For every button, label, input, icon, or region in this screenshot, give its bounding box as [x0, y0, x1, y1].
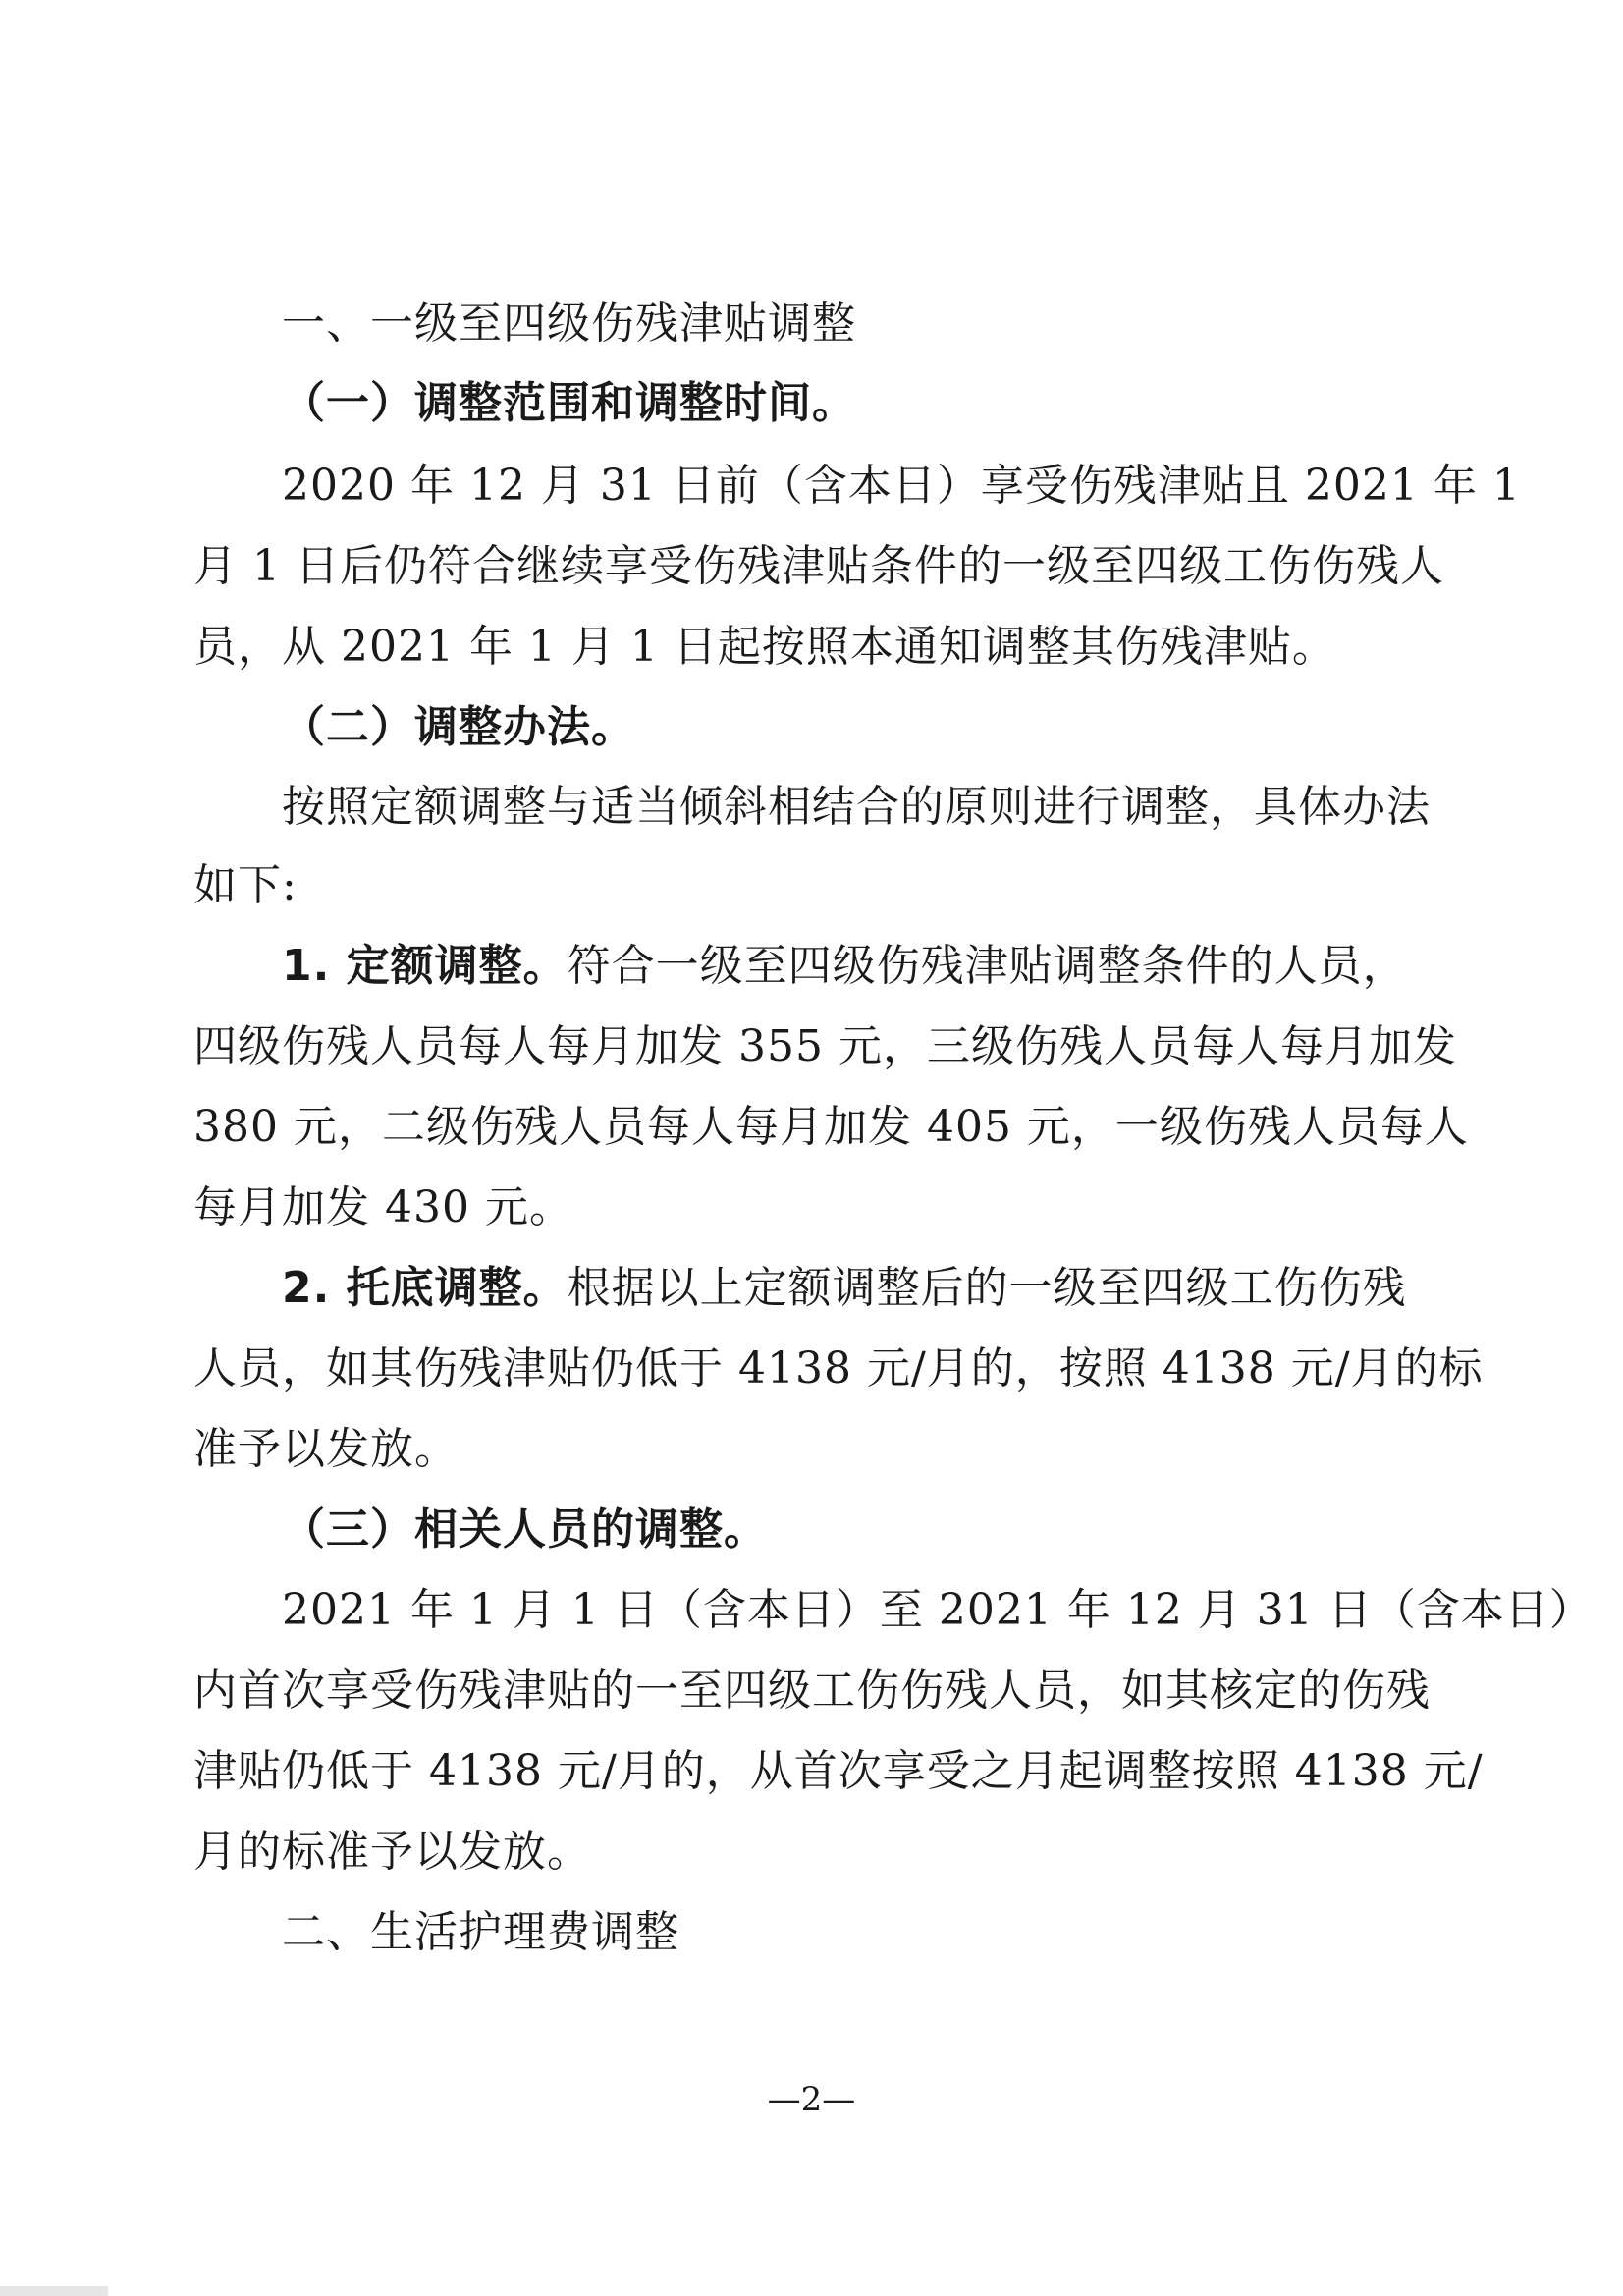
paragraph-line: 津贴仍低于 4138 元/月的，从首次享受之月起调整按照 4138 元/: [193, 1746, 1484, 1796]
subsection-1-title: （一）调整范围和调整时间。: [282, 378, 856, 428]
paragraph-line: 内首次享受伤残津贴的一至四级工伤伤残人员，如其核定的伤残: [193, 1666, 1431, 1716]
subsection-2-title: （二）调整办法。: [282, 702, 635, 752]
paragraph-line: 人员，如其伤残津贴仍低于 4138 元/月的，按照 4138 元/月的标: [193, 1343, 1484, 1394]
paragraph-line: 2021 年 1 月 1 日（含本日）至 2021 年 12 月 31 日（含本日）: [282, 1585, 1594, 1635]
paragraph-line: 每月加发 430 元。: [193, 1182, 573, 1232]
paragraph-line: 380 元，二级伤残人员每人每月加发 405 元，一级伤残人员每人: [193, 1102, 1469, 1152]
paragraph-line: 符合一级至四级伤残津贴调整条件的人员，: [567, 941, 1407, 991]
section-2-title: 二、生活护理费调整: [282, 1907, 679, 1957]
item-2-label: 2. 托底调整。: [282, 1263, 568, 1313]
paragraph-line: 员，从 2021 年 1 月 1 日起按照本通知调整其伤残津贴。: [193, 622, 1336, 672]
item-1-label: 1. 定额调整。: [282, 941, 568, 991]
paragraph-line: 2020 年 12 月 31 日前（含本日）享受伤残津贴且 2021 年 1: [282, 461, 1521, 511]
paragraph-line: 四级伤残人员每人每月加发 355 元，三级伤残人员每人每月加发: [193, 1021, 1457, 1071]
item-2-first-line: [282, 1263, 1407, 1313]
paragraph-line: 按照定额调整与适当倾斜相结合的原则进行调整，具体办法: [282, 782, 1431, 832]
item-1-first-line: [282, 941, 1407, 991]
paragraph-line: 准予以发放。: [193, 1424, 459, 1474]
subsection-3-title: （三）相关人员的调整。: [282, 1504, 768, 1555]
section-1-title: 一、一级至四级伤残津贴调整: [282, 299, 856, 349]
paragraph-line: 月 1 日后仍符合继续享受伤残津贴条件的一级至四级工伤伤残人: [193, 541, 1444, 591]
scan-edge-mark: [0, 2286, 108, 2296]
paragraph-line: 如下:: [193, 860, 298, 910]
paragraph-line: 月的标准予以发放。: [193, 1827, 591, 1877]
page-number: —2—: [767, 2080, 856, 2119]
paragraph-line: 根据以上定额调整后的一级至四级工伤伤残: [567, 1263, 1407, 1313]
